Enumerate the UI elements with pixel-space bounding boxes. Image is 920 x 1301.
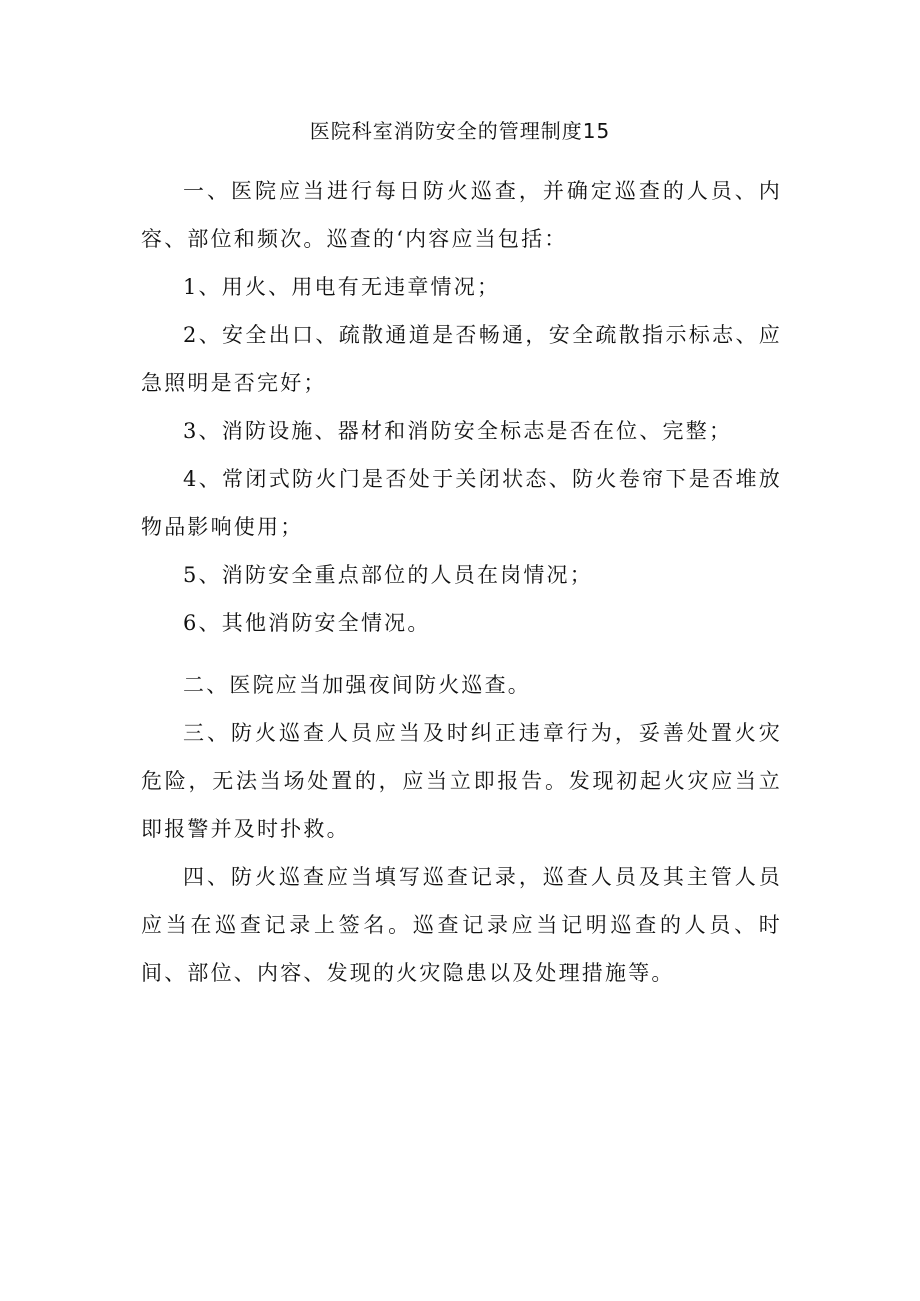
paragraph-item-4: 4、常闭式防火门是否处于关闭状态、防火卷帘下是否堆放物品影响使用； [141, 467, 782, 539]
paragraph-night-patrol: 二、医院应当加强夜间防火巡查。 [183, 673, 531, 697]
paragraph-item-2: 2、安全出口、疏散通道是否畅通，安全疏散指示标志、应急照明是否完好； [141, 323, 782, 395]
paragraph-item-6: 6、其他消防安全情况。 [183, 611, 431, 635]
paragraph-item-1: 1、用火、用电有无违章情况； [183, 275, 501, 299]
paragraph-patrol-intro: 一、医院应当进行每日防火巡查，并确定巡查的人员、内容、部位和频次。巡查的‘内容应当包括： [141, 179, 782, 251]
paragraph-correct-violations: 三、防火巡查人员应当及时纠正违章行为，妥善处置火灾危险，无法当场处置的，应当立即报告。发现初起火灾应当立即报警并及时扑救。 [141, 721, 782, 841]
paragraph-item-5: 5、消防安全重点部位的人员在岗情况； [183, 563, 593, 587]
paragraph-patrol-records: 四、防火巡查应当填写巡查记录，巡查人员及其主管人员应当在巡查记录上签名。巡查记录应当记明巡查的人员、时间、部位、内容、发现的火灾隐患以及处理措施等。 [141, 865, 782, 985]
document-body [141, 167, 782, 997]
paragraph-item-3: 3、消防设施、器材和消防安全标志是否在位、完整； [183, 419, 733, 443]
document-title: 医院科室消防安全的管理制度15 [309, 119, 611, 143]
